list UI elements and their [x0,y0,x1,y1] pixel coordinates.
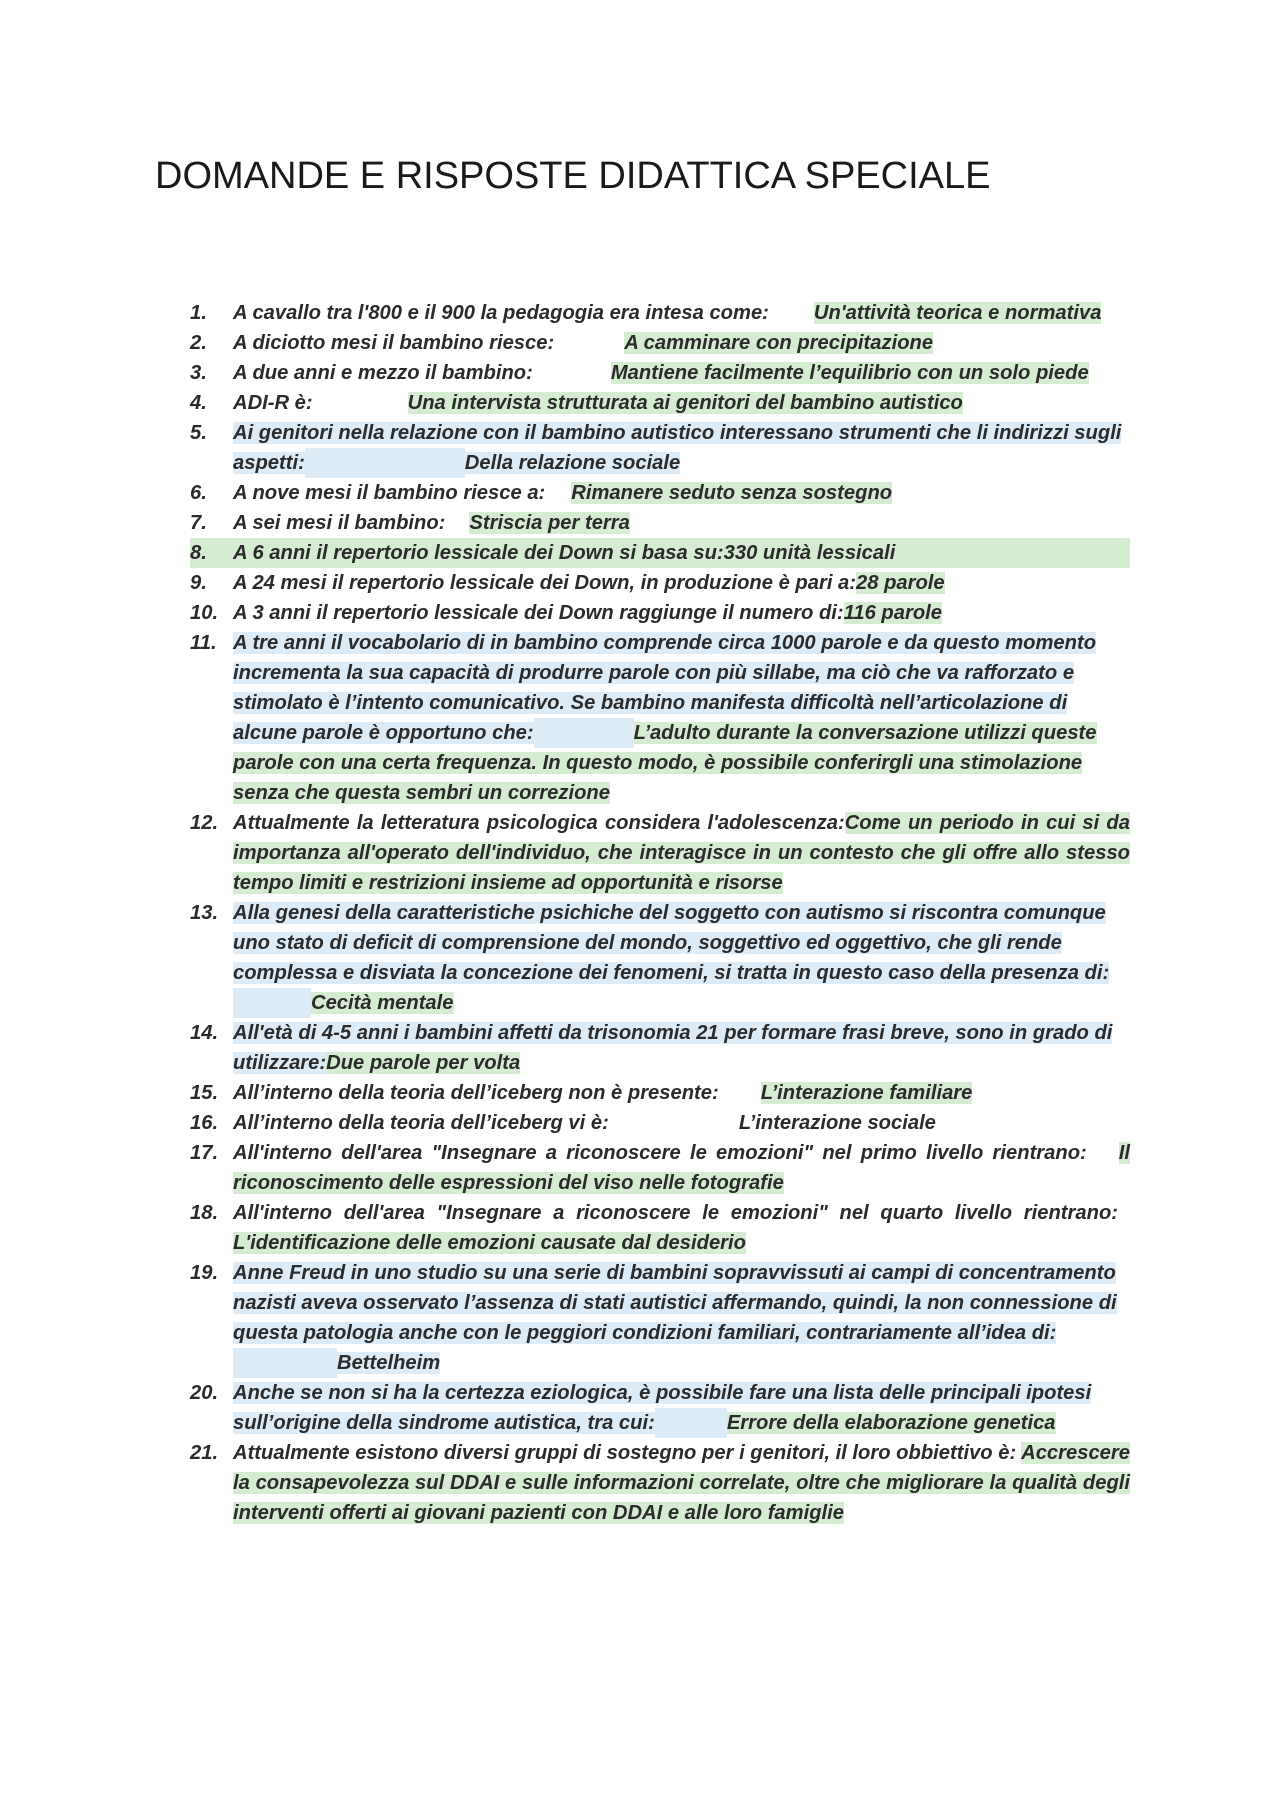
answer-text: L’interazione familiare [760,1082,973,1104]
list-item [190,1018,1130,1078]
item-number: 3. [190,362,207,384]
item-number: 7. [190,512,207,534]
list-item [190,808,1130,898]
list-item [190,628,1130,808]
answer-text: 330 unità lessicali [723,542,896,564]
item-number: 21. [190,1442,219,1464]
item-number: 10. [190,602,219,624]
item-number: 2. [190,332,207,354]
question-text: Attualmente la letteratura psicologica considera l'adolescenza: [233,812,845,834]
question-text: A 3 anni il repertorio lessicale dei Down raggiunge il numero di: [233,602,844,624]
answer-text: Rimanere seduto senza sostegno [571,482,893,504]
question-text: A diciotto mesi il bambino riesce: [233,332,555,354]
list-item [190,898,1130,1018]
answer-text: Due parole per volta [326,1052,521,1074]
answer-text: L'identificazione delle emozioni causate dal desiderio [233,1232,746,1254]
question-text: ADI-R è: [233,392,313,414]
list-item [190,328,1130,358]
question-text: A 24 mesi il repertorio lessicale dei Down, in produzione è pari a: [233,572,856,594]
page-title: DOMANDE E RISPOSTE DIDATTICA SPECIALE [155,155,991,197]
item-number: 1. [190,302,207,324]
answer-text: Un'attività teorica e normativa [813,302,1102,324]
answer-text: Il riconoscimento delle espressioni del viso nelle fotografie [233,1142,1130,1194]
list-item [190,538,1130,568]
question-text: A tre anni il vocabolario di in bambino comprende circa 1000 parole e da questo momento incrementa la sua capacità di produrre parole con più sillabe, ma ciò che va rafforzato e stimolato è l’intento comunicativo. Se bambino manifesta difficoltà nell’articolazione di alcune parole è opportuno che: [233,632,1097,744]
answer-text: 28 parole [856,572,945,594]
list-item [190,1258,1130,1378]
list-item [190,298,1130,328]
item-number: 13. [190,902,219,924]
answer-text: 116 parole [843,602,942,624]
item-number: 9. [190,572,207,594]
list-item [190,508,1130,538]
list-item [190,1138,1130,1198]
item-number: 15. [190,1082,219,1104]
question-text: Ai genitori nella relazione con il bambino autistico interessano strumenti che li indirizzi sugli aspetti: [233,422,1122,474]
question-text: A 6 anni il repertorio lessicale dei Down si basa su: [233,542,724,564]
answer-text: Cecità mentale [311,992,454,1014]
question-text: A due anni e mezzo il bambino: [233,362,533,384]
item-number: 5. [190,422,207,444]
question-text: All’interno della teoria dell’iceberg vi è: [233,1112,609,1134]
question-text: All'interno dell'area "Insegnare a riconoscere le emozioni" nel primo livello rientrano: [233,1142,1087,1164]
list-item [190,358,1130,388]
answer-text: L’adulto durante la conversazione utilizzi queste parole con una certa frequenza. In questo modo, è possibile conferirgli una stimolazione senza che questa sembri un correzione [233,722,1097,804]
item-number: 16. [190,1112,219,1134]
list-item [190,1108,1130,1138]
item-number: 6. [190,482,207,504]
answer-text: Striscia per terra [469,512,630,534]
list-item [190,568,1130,598]
answer-text: Bettelheim [337,1352,441,1374]
item-number: 8. [190,542,207,564]
question-text: Attualmente esistono diversi gruppi di sostegno per i genitori, il loro obbiettivo è: [233,1442,1017,1464]
list-item [190,1198,1130,1258]
list-item [190,1438,1130,1528]
list-item [190,388,1130,418]
answer-text: A camminare con precipitazione [624,332,934,354]
item-number: 18. [190,1202,219,1224]
answer-text: L’interazione sociale [738,1112,936,1134]
answer-text: Come un periodo in cui si da importanza all'operato dell'individuo, che interagisce in un contesto che gli offre allo stesso tempo limiti e restrizioni insieme ad opportunità e risorse [233,812,1130,894]
question-text: A cavallo tra l'800 e il 900 la pedagogia era intesa come: [233,302,769,324]
question-text: All'età di 4-5 anni i bambini affetti da trisonomia 21 per formare frasi breve, sono in grado di utilizzare: [233,1022,1113,1074]
item-number: 4. [190,392,207,414]
answer-text: Una intervista strutturata ai genitori del bambino autistico [407,392,963,414]
question-text: All'interno dell'area "Insegnare a riconoscere le emozioni" nel quarto livello rientrano: [233,1202,1118,1224]
item-number: 19. [190,1262,219,1284]
item-number: 17. [190,1142,219,1164]
list-item [190,598,1130,628]
list-item [190,478,1130,508]
list-item [190,1078,1130,1108]
answer-text: Errore della elaborazione genetica [726,1412,1056,1434]
item-number: 12. [190,812,219,834]
list-item [190,418,1130,478]
item-number: 20. [190,1382,219,1404]
answer-text: Accrescere la consapevolezza sul DDAI e sulle informazioni correlate, oltre che migliorare la qualità degli interventi offerti ai giovani pazienti con DDAI e alle loro famiglie [233,1442,1130,1524]
question-text: All’interno della teoria dell’iceberg non è presente: [233,1082,719,1104]
question-text: Anche se non si ha la certezza eziologica, è possibile fare una lista delle principali ipotesi sull’origine della sindrome autistica, tra cui: [233,1382,1092,1434]
question-answer-list [190,298,1130,1528]
answer-text: Della relazione sociale [464,452,681,474]
item-number: 14. [190,1022,219,1044]
question-text: Anne Freud in uno studio su una serie di bambini sopravvissuti ai campi di concentramento nazisti aveva osservato l’assenza di stati autistici affermando, quindi, la non connessione di questa patologia anche con le peggiori condizioni familiari, contrariamente all’idea di: [233,1262,1117,1344]
question-text: A nove mesi il bambino riesce a: [233,482,546,504]
answer-text: Mantiene facilmente l’equilibrio con un solo piede [610,362,1089,384]
question-text: A sei mesi il bambino: [233,512,446,534]
list-item [190,1378,1130,1438]
item-number: 11. [190,632,217,654]
question-text: Alla genesi della caratteristiche psichiche del soggetto con autismo si riscontra comunque uno stato di deficit di comprensione del mondo, soggettivo ed oggettivo, che gli rende complessa e disviata la concezione dei fenomeni, si tratta in questo caso della presenza di: [233,902,1110,984]
